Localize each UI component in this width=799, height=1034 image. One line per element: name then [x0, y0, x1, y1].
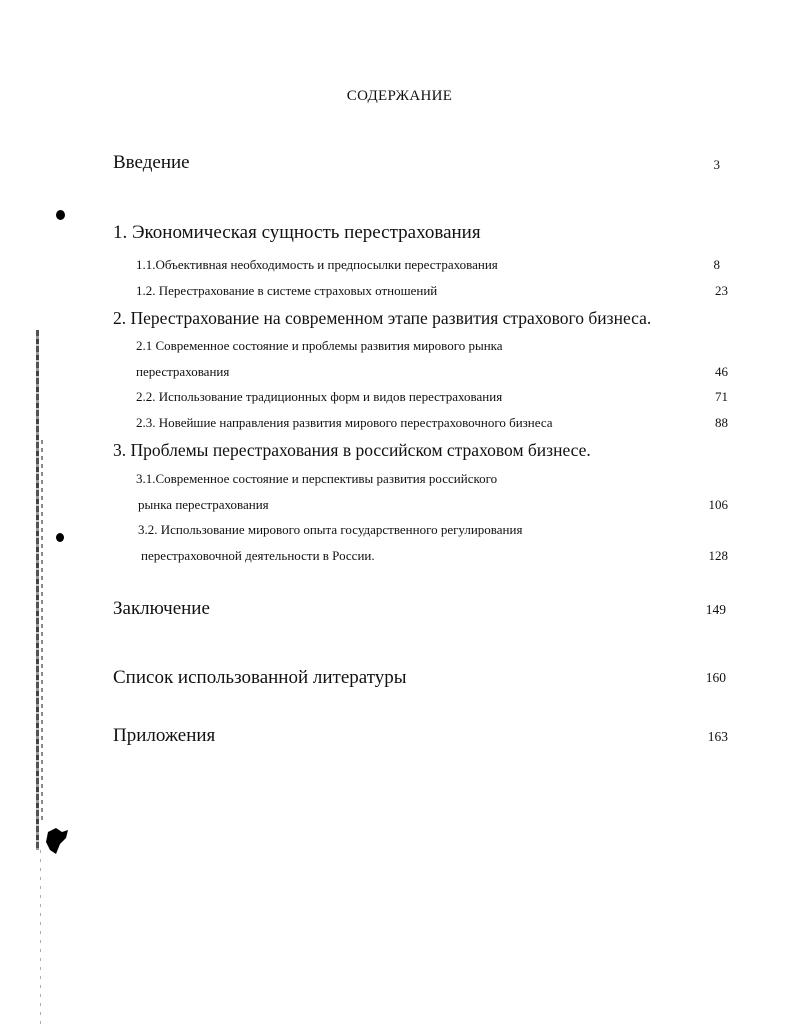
- binding-shadow-secondary: [41, 440, 43, 820]
- toc-page-number: 23: [715, 283, 728, 298]
- toc-chapter-2: 2. Перестрахование на современном этапе развития страхового бизнеса.: [113, 308, 652, 328]
- toc-page-number: 149: [705, 602, 726, 617]
- toc-chapter-1: 1. Экономическая сущность перестрахования: [113, 222, 481, 243]
- toc-section-2-1: 2.1 Современное состояние и проблемы развития мирового рынка: [136, 338, 503, 353]
- toc-section-2-1-cont: перестрахования: [136, 364, 230, 379]
- toc-entry-appendices: Приложения: [113, 725, 216, 746]
- toc-section-1-1: 1.1.Объективная необходимость и предпосылки перестрахования: [136, 257, 498, 272]
- toc-section-3-1: 3.1.Современное состояние и перспективы развития российского: [136, 471, 498, 486]
- toc-section-3-2-cont: перестраховочной деятельности в России.: [141, 548, 375, 563]
- toc-title: СОДЕРЖАНИЕ: [346, 88, 453, 104]
- punch-hole-mark: [56, 533, 64, 542]
- toc-page-number: 160: [705, 670, 726, 685]
- toc-page-number: 71: [715, 389, 728, 404]
- toc-page-number: 88: [715, 415, 728, 430]
- toc-chapter-3: 3. Проблемы перестрахования в российском страховом бизнесе.: [113, 440, 591, 460]
- scan-specks: [40, 850, 41, 1030]
- toc-section-1-2: 1.2. Перестрахование в системе страховых отношений: [136, 283, 438, 298]
- ink-blot-mark: [42, 824, 72, 856]
- toc-entry-bibliography: Список использованной литературы: [113, 667, 407, 688]
- toc-section-3-2: 3.2. Использование мирового опыта государственного регулирования: [138, 522, 523, 537]
- toc-entry-introduction: Введение: [113, 152, 190, 173]
- toc-section-2-2: 2.2. Использование традиционных форм и видов перестрахования: [136, 389, 503, 404]
- toc-section-2-3: 2.3. Новейшие направления развития мирового перестраховочного бизнеса: [136, 415, 553, 430]
- toc-page-number: 106: [708, 497, 728, 512]
- toc-page-number: 46: [715, 364, 728, 379]
- punch-hole-mark: [56, 210, 65, 220]
- toc-page-number: 163: [707, 729, 728, 744]
- toc-entry-conclusion: Заключение: [113, 598, 210, 619]
- binding-shadow: [36, 330, 39, 850]
- toc-page-number: 8: [713, 257, 720, 272]
- toc-page-number: 128: [708, 548, 728, 563]
- toc-section-3-1-cont: рынка перестрахования: [138, 497, 269, 512]
- toc-page-number: 3: [713, 157, 720, 172]
